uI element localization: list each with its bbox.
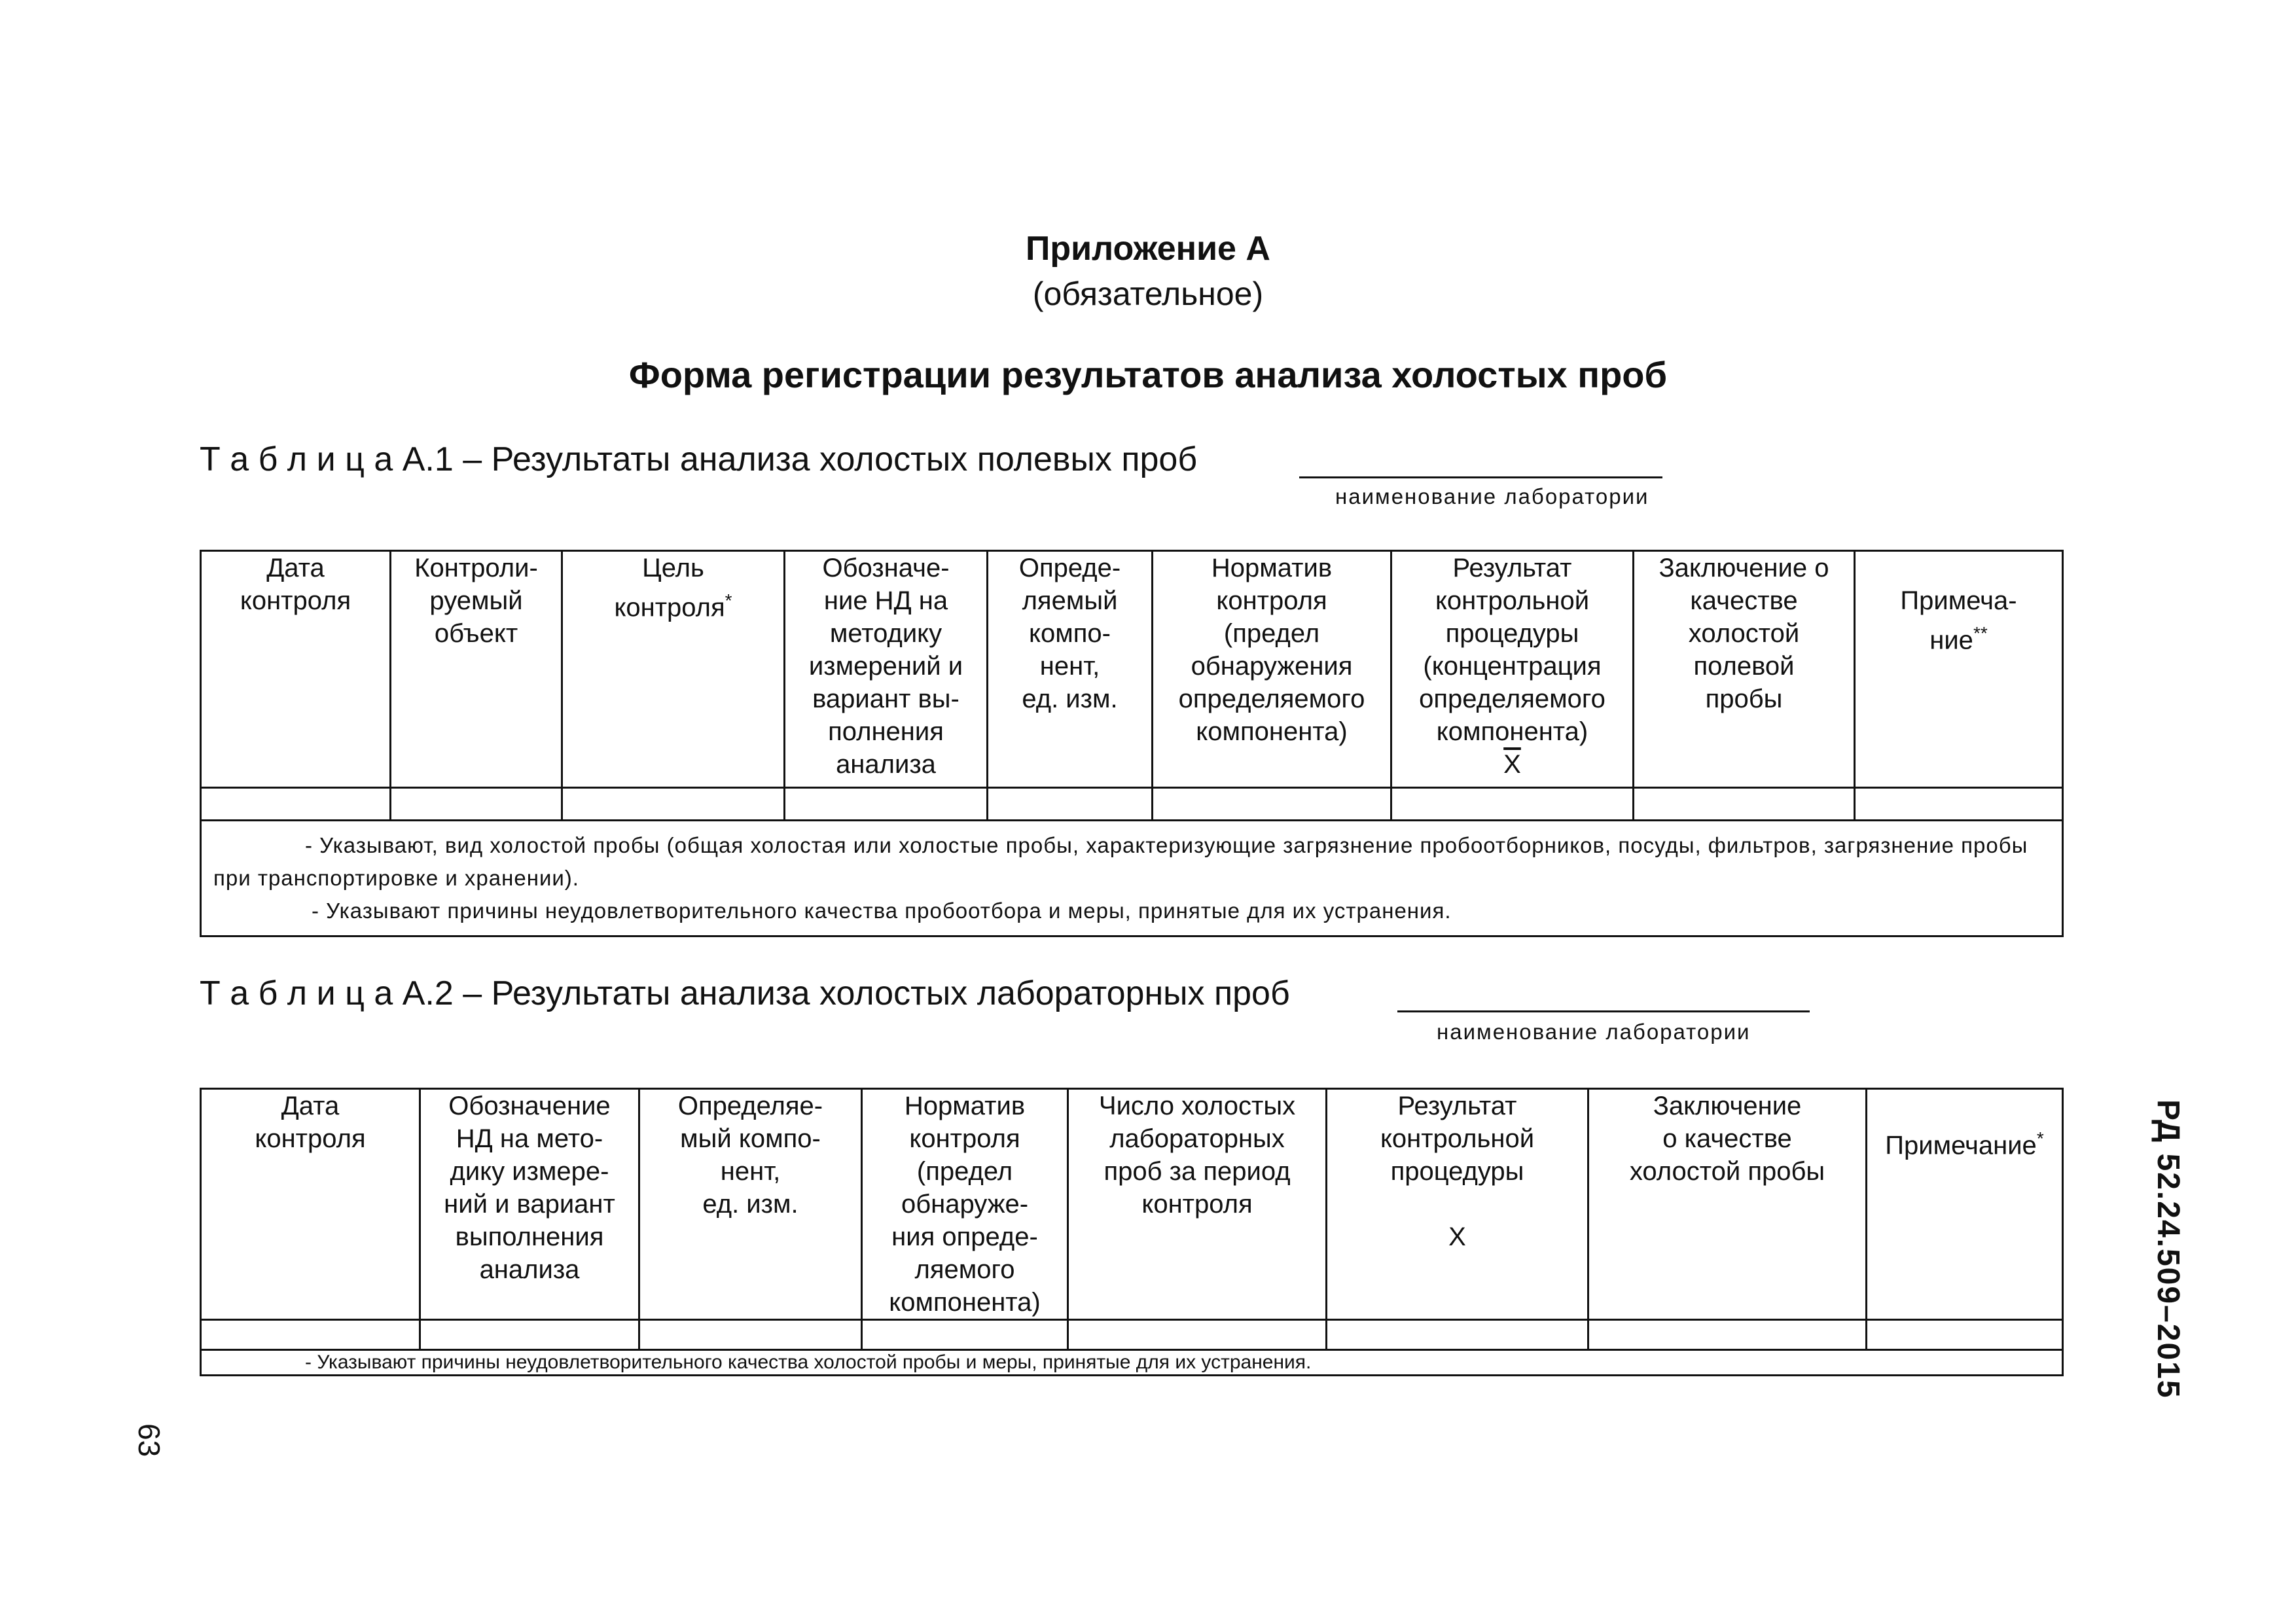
t1-data-cell[interactable] — [562, 788, 785, 821]
page-number: 63 — [132, 1423, 166, 1457]
table2-caption-prefix: Т а б л и ц а А.2 — [200, 974, 454, 1012]
t2-header-count: Число холостых лабораторных проб за период контроля — [1068, 1089, 1327, 1320]
t2-header-conclusion: Заключение о качестве холостой пробы — [1588, 1089, 1867, 1320]
t2-data-cell[interactable] — [639, 1320, 862, 1350]
t2-data-cell[interactable] — [1327, 1320, 1588, 1350]
table2-lab-label: наименование лаборатории — [1437, 1020, 1751, 1044]
table2-caption-text: – Результаты анализа холостых лабораторных проб — [453, 974, 1290, 1012]
t1-data-cell[interactable] — [1391, 788, 1634, 821]
t1-header-date: Дата контроля — [201, 551, 391, 788]
t1-data-cell[interactable] — [1855, 788, 2063, 821]
t2-data-cell[interactable] — [420, 1320, 639, 1350]
t1-header-method: Обозначе- ние НД на методику измерений и вариант вы- полнения анализа — [785, 551, 988, 788]
t1-footnotes — [201, 821, 2063, 936]
t1-footnote-2: - Указывают причины неудовлетворительного качества пробоотбора и меры, принятые для их устранения. — [312, 899, 1452, 923]
document-code: РД 52.24.509–2015 — [2151, 1099, 2185, 1399]
t2-data-cell[interactable] — [1588, 1320, 1867, 1350]
table1-caption-prefix: Т а б л и ц а А.1 — [200, 440, 454, 478]
table1-lab-name-line — [1299, 476, 1662, 478]
t2-header-note: Примечание* — [1867, 1089, 2063, 1320]
t1-data-cell[interactable] — [391, 788, 562, 821]
t2-header-method: Обозначение НД на мето- дику измере- ний и вариант выполнения анализа — [420, 1089, 639, 1320]
t1-data-cell[interactable] — [1634, 788, 1855, 821]
t2-header-norm: Норматив контроля (предел обнаруже- ния опреде- ляемого компонента) — [862, 1089, 1068, 1320]
t1-header-result: Результат контрольной процедуры (концентрация определяемого компонента) $\overline{X}$ — [1391, 551, 1634, 788]
form-title: Форма регистрации результатов анализа холостых проб — [628, 354, 1668, 395]
t1-result-symbol: $\overline{X}$ — [1503, 750, 1521, 779]
t1-header-norm: Норматив контроля (предел обнаружения определяемого компонента) — [1153, 551, 1391, 788]
t1-footnote-1: - Указывают, вид холостой пробы (общая холостая или холостые пробы, характеризующие загрязнение пробоотборников, посуды, фильтров, загрязнение пробы при транспортировке и хранении). — [213, 833, 2028, 890]
t2-header-date: Дата контроля — [201, 1089, 420, 1320]
t1-header-purpose: Цель контроля* — [562, 551, 785, 788]
table2-caption — [200, 974, 1290, 1013]
t2-data-cell[interactable] — [862, 1320, 1068, 1350]
table1-caption — [200, 440, 1197, 479]
table1-caption-text: – Результаты анализа холостых полевых проб — [453, 440, 1198, 478]
t2-footnote-text: - Указывают причины неудовлетворительного качества холостой пробы и меры, принятые для их устранения. — [305, 1351, 1312, 1373]
t2-data-cell[interactable] — [1068, 1320, 1327, 1350]
t1-header-note: Примеча- ние** — [1855, 551, 2063, 788]
t1-header-component: Опреде- ляемый компо- нент, ед. изм. — [988, 551, 1153, 788]
t1-header-conclusion: Заключение о качестве холостой полевой пробы — [1634, 551, 1855, 788]
t2-data-cell[interactable] — [1867, 1320, 2063, 1350]
t2-footnote — [201, 1350, 2063, 1376]
t1-data-cell[interactable] — [785, 788, 988, 821]
table1-lab-label: наименование лаборатории — [1335, 484, 1649, 508]
t2-header-component: Определяе- мый компо- нент, ед. изм. — [639, 1089, 862, 1320]
t1-header-object: Контроли- руемый объект — [391, 551, 562, 788]
appendix-status: (обязательное) — [1032, 276, 1264, 312]
t2-result-symbol: X — [1448, 1222, 1466, 1251]
table2-lab-name-line — [1397, 1010, 1810, 1012]
t1-data-cell[interactable] — [1153, 788, 1391, 821]
t1-data-cell[interactable] — [201, 788, 391, 821]
t1-data-cell[interactable] — [988, 788, 1153, 821]
appendix-title: Приложение А — [1026, 230, 1270, 268]
t2-header-result: Результат контрольной процедуры X — [1327, 1089, 1588, 1320]
table1 — [200, 550, 2064, 937]
table2 — [200, 1088, 2064, 1376]
t2-data-cell[interactable] — [201, 1320, 420, 1350]
